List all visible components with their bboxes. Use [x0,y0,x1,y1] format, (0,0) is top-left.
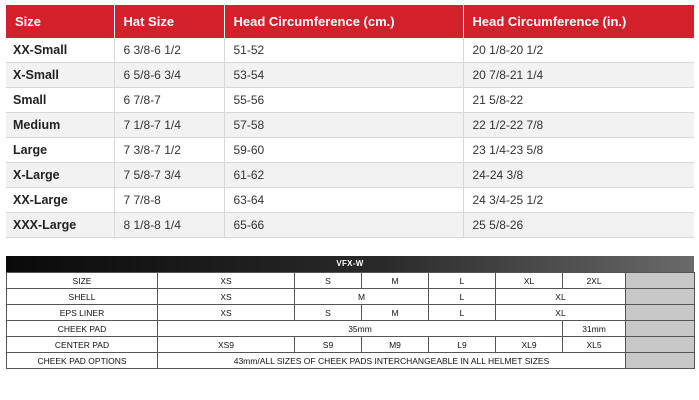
header-head-circumference-in: Head Circumference (in.) [463,5,694,38]
empty-gray-cell [626,273,695,289]
spec-cell: 43mm/ALL SIZES OF CHEEK PADS INTERCHANGEABLE IN ALL HELMET SIZES [158,353,626,369]
spec-cell: XL [496,305,626,321]
circumference-in: 21 5/8-22 [463,88,694,113]
spec-cell: L [429,305,496,321]
hat-size: 8 1/8-8 1/4 [114,213,224,238]
header-size: Size [6,5,114,38]
spec-cell: L9 [429,337,496,353]
empty-gray-cell [626,289,695,305]
header-hat-size: Hat Size [114,5,224,38]
size-chart-table [6,5,694,238]
spec-cell: XL [496,289,626,305]
spec-row-size [7,273,695,289]
table-row [6,63,694,88]
row-label: EPS LINER [7,305,158,321]
spec-chart-title: VFX-W [6,256,694,272]
spec-cell: XS [158,273,295,289]
circumference-in: 22 1/2-22 7/8 [463,113,694,138]
row-label: CHEEK PAD [7,321,158,337]
table-row [6,213,694,238]
table-row [6,88,694,113]
table-row [6,163,694,188]
spec-cell: 35mm [158,321,563,337]
circumference-in: 24 3/4-25 1/2 [463,188,694,213]
spec-cell: 2XL [563,273,626,289]
spec-cell: 31mm [563,321,626,337]
table-row [6,138,694,163]
circumference-cm: 65-66 [224,213,463,238]
hat-size: 7 3/8-7 1/2 [114,138,224,163]
spec-row-center-pad [7,337,695,353]
spec-row-cheek-pad [7,321,695,337]
empty-gray-cell [626,353,695,369]
size-chart-header-row [6,5,694,38]
size-name: X-Small [6,63,114,88]
row-label: CHEEK PAD OPTIONS [7,353,158,369]
circumference-cm: 57-58 [224,113,463,138]
spec-cell: XL9 [496,337,563,353]
spec-row-eps-liner [7,305,695,321]
spec-cell: M9 [362,337,429,353]
hat-size: 6 5/8-6 3/4 [114,63,224,88]
size-name: Large [6,138,114,163]
size-name: Small [6,88,114,113]
row-label: CENTER PAD [7,337,158,353]
row-label: SIZE [7,273,158,289]
spec-cell: M [295,289,429,305]
spec-cell: S9 [295,337,362,353]
spec-cell: XS9 [158,337,295,353]
hat-size: 7 7/8-8 [114,188,224,213]
size-name: X-Large [6,163,114,188]
circumference-cm: 53-54 [224,63,463,88]
spec-cell: M [362,305,429,321]
circumference-cm: 51-52 [224,38,463,63]
empty-gray-cell [626,305,695,321]
spec-cell: XS [158,289,295,305]
spec-cell: S [295,273,362,289]
spec-cell: XS [158,305,295,321]
circumference-cm: 61-62 [224,163,463,188]
spec-cell: L [429,273,496,289]
spec-cell: M [362,273,429,289]
hat-size: 6 7/8-7 [114,88,224,113]
circumference-in: 25 5/8-26 [463,213,694,238]
size-name: XX-Small [6,38,114,63]
circumference-in: 20 1/8-20 1/2 [463,38,694,63]
circumference-in: 23 1/4-23 5/8 [463,138,694,163]
hat-size: 7 1/8-7 1/4 [114,113,224,138]
empty-gray-cell [626,337,695,353]
circumference-cm: 59-60 [224,138,463,163]
circumference-cm: 63-64 [224,188,463,213]
table-row [6,188,694,213]
spec-cell: L [429,289,496,305]
size-name: XXX-Large [6,213,114,238]
header-head-circumference-cm: Head Circumference (cm.) [224,5,463,38]
circumference-cm: 55-56 [224,88,463,113]
hat-size: 6 3/8-6 1/2 [114,38,224,63]
empty-gray-cell [626,321,695,337]
size-name: Medium [6,113,114,138]
spec-cell: XL5 [563,337,626,353]
spec-row-cheek-pad-options [7,353,695,369]
table-row [6,113,694,138]
spec-cell: S [295,305,362,321]
size-name: XX-Large [6,188,114,213]
table-row [6,38,694,63]
circumference-in: 20 7/8-21 1/4 [463,63,694,88]
spec-row-shell [7,289,695,305]
circumference-in: 24-24 3/8 [463,163,694,188]
row-label: SHELL [7,289,158,305]
spec-table [6,272,695,369]
hat-size: 7 5/8-7 3/4 [114,163,224,188]
spec-cell: XL [496,273,563,289]
vfx-w-spec-chart [6,256,694,369]
